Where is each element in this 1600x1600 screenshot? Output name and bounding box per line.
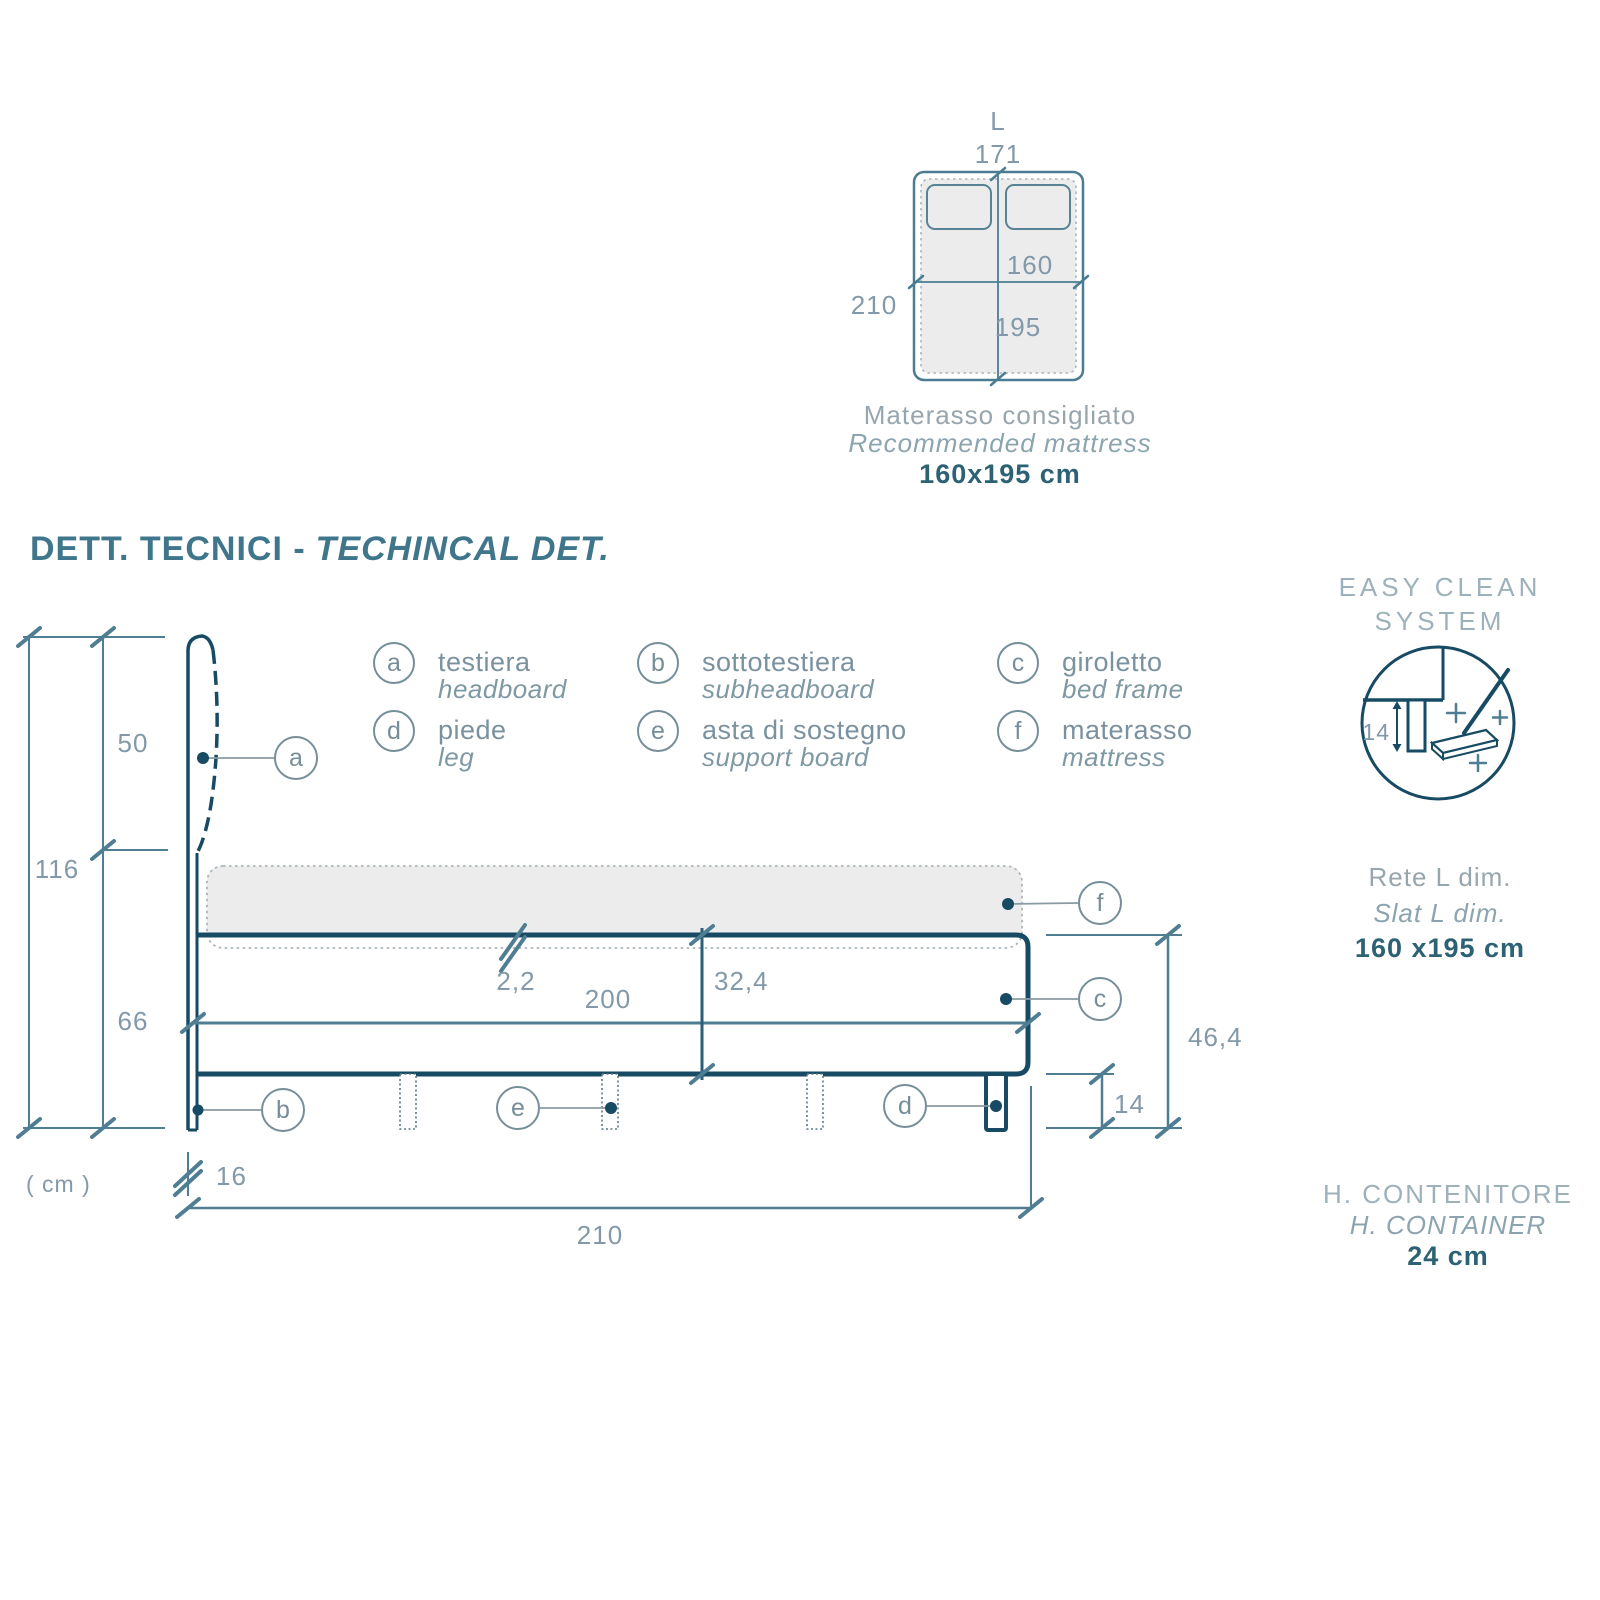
headboard-dashed-curve — [197, 650, 217, 853]
callout-letter-a: a — [289, 744, 303, 772]
legend-label-en: leg — [438, 742, 475, 772]
callout-letter-c: c — [1093, 985, 1107, 1013]
hidden-leg-3 — [807, 1074, 823, 1129]
legend-label-en: subheadboard — [702, 674, 875, 704]
dim-14: 14 — [1114, 1089, 1145, 1119]
easy-clean-detail — [1362, 648, 1508, 771]
container-label-it: H. CONTENITORE — [1323, 1179, 1573, 1209]
easy-clean-title-1: EASY CLEAN — [1338, 572, 1542, 602]
slat-info — [1355, 862, 1525, 963]
legend-label-en: mattress — [1062, 742, 1166, 772]
hidden-leg-2 — [602, 1074, 618, 1129]
legend-letter-a: a — [387, 649, 401, 677]
page-title-en: TECHINCAL DET. — [315, 530, 610, 568]
page-title — [30, 530, 610, 568]
section-title — [30, 530, 610, 568]
dim-32-4: 32,4 — [714, 966, 769, 996]
legend-item-b — [638, 643, 875, 704]
legend-label-it: giroletto — [1062, 647, 1163, 677]
legend-item-c — [998, 643, 1184, 704]
top-mattress-diagram — [848, 106, 1151, 489]
callout-letter-d: d — [898, 1092, 912, 1120]
container-label-en: H. CONTAINER — [1349, 1210, 1547, 1240]
callout-letter-e: e — [511, 1094, 525, 1122]
dim-16: 16 — [216, 1161, 247, 1191]
legend-letter-c: c — [1011, 649, 1025, 677]
dim-2-2: 2,2 — [496, 966, 536, 996]
dim-50: 50 — [117, 728, 149, 758]
clearance-label: 14 — [1362, 719, 1390, 745]
callout-e — [497, 1087, 617, 1129]
dim-210: 210 — [576, 1220, 624, 1250]
slat-label-en: Slat L dim. — [1373, 898, 1507, 928]
mattress-length-label: 195 — [994, 312, 1042, 342]
legend-label-it: testiera — [438, 647, 531, 677]
dim-46-4: 46,4 — [1188, 1022, 1243, 1052]
legend-label-en: headboard — [438, 674, 567, 704]
legend-label-it: sottotestiera — [702, 647, 856, 677]
legend — [374, 643, 1193, 772]
overall-length-label: 210 — [850, 290, 898, 320]
legend-item-a — [374, 643, 568, 704]
caption-it: Materasso consigliato — [863, 400, 1137, 430]
pillow-left — [927, 185, 991, 229]
legend-letter-b: b — [651, 649, 665, 677]
mattress-size-label: 160x195 cm — [919, 459, 1081, 489]
callout-letter-f: f — [1096, 889, 1104, 917]
legend-label-it: asta di sostegno — [702, 715, 907, 745]
leg-cross-section — [1408, 700, 1425, 751]
legend-item-d — [374, 711, 507, 772]
legend-letter-d: d — [387, 717, 401, 745]
mattress-width-label: 160 — [1006, 250, 1054, 280]
dim-116: 116 — [34, 854, 80, 884]
size-class-label: L — [990, 106, 1006, 136]
bottom-dimensions — [188, 1152, 1031, 1208]
page-title-it: DETT. TECNICI - — [30, 530, 306, 568]
legend-letter-e: e — [651, 717, 665, 745]
legend-item-e — [638, 711, 907, 772]
easy-clean-system — [1323, 572, 1573, 1271]
legend-item-f — [998, 711, 1193, 772]
side-view-drawing — [18, 628, 1243, 1250]
legend-label-en: support board — [702, 742, 869, 772]
slat-size: 160 x195 cm — [1354, 933, 1526, 963]
legend-label-it: materasso — [1062, 715, 1193, 745]
legend-label-en: bed frame — [1062, 674, 1184, 704]
easy-clean-title-2: SYSTEM — [1374, 606, 1506, 636]
callout-c — [1000, 978, 1121, 1020]
legend-letter-f: f — [1014, 717, 1022, 745]
dim-66: 66 — [117, 1006, 149, 1036]
unit-label: ( cm ) — [26, 1171, 91, 1197]
container-height: 24 cm — [1407, 1241, 1489, 1271]
slat-label-it: Rete L dim. — [1368, 862, 1512, 892]
caption-en: Recommended mattress — [848, 428, 1152, 458]
callout-letter-b: b — [276, 1096, 290, 1124]
dimension-labels — [26, 728, 1243, 1250]
pillow-right — [1006, 185, 1070, 229]
hidden-leg-1 — [400, 1074, 416, 1129]
legend-label-it: piede — [438, 715, 507, 745]
dim-200: 200 — [584, 984, 632, 1014]
container-info — [1323, 1179, 1573, 1271]
callout-b — [193, 1089, 305, 1131]
mattress-fill — [207, 866, 1022, 935]
overall-width-label: 171 — [974, 139, 1022, 169]
